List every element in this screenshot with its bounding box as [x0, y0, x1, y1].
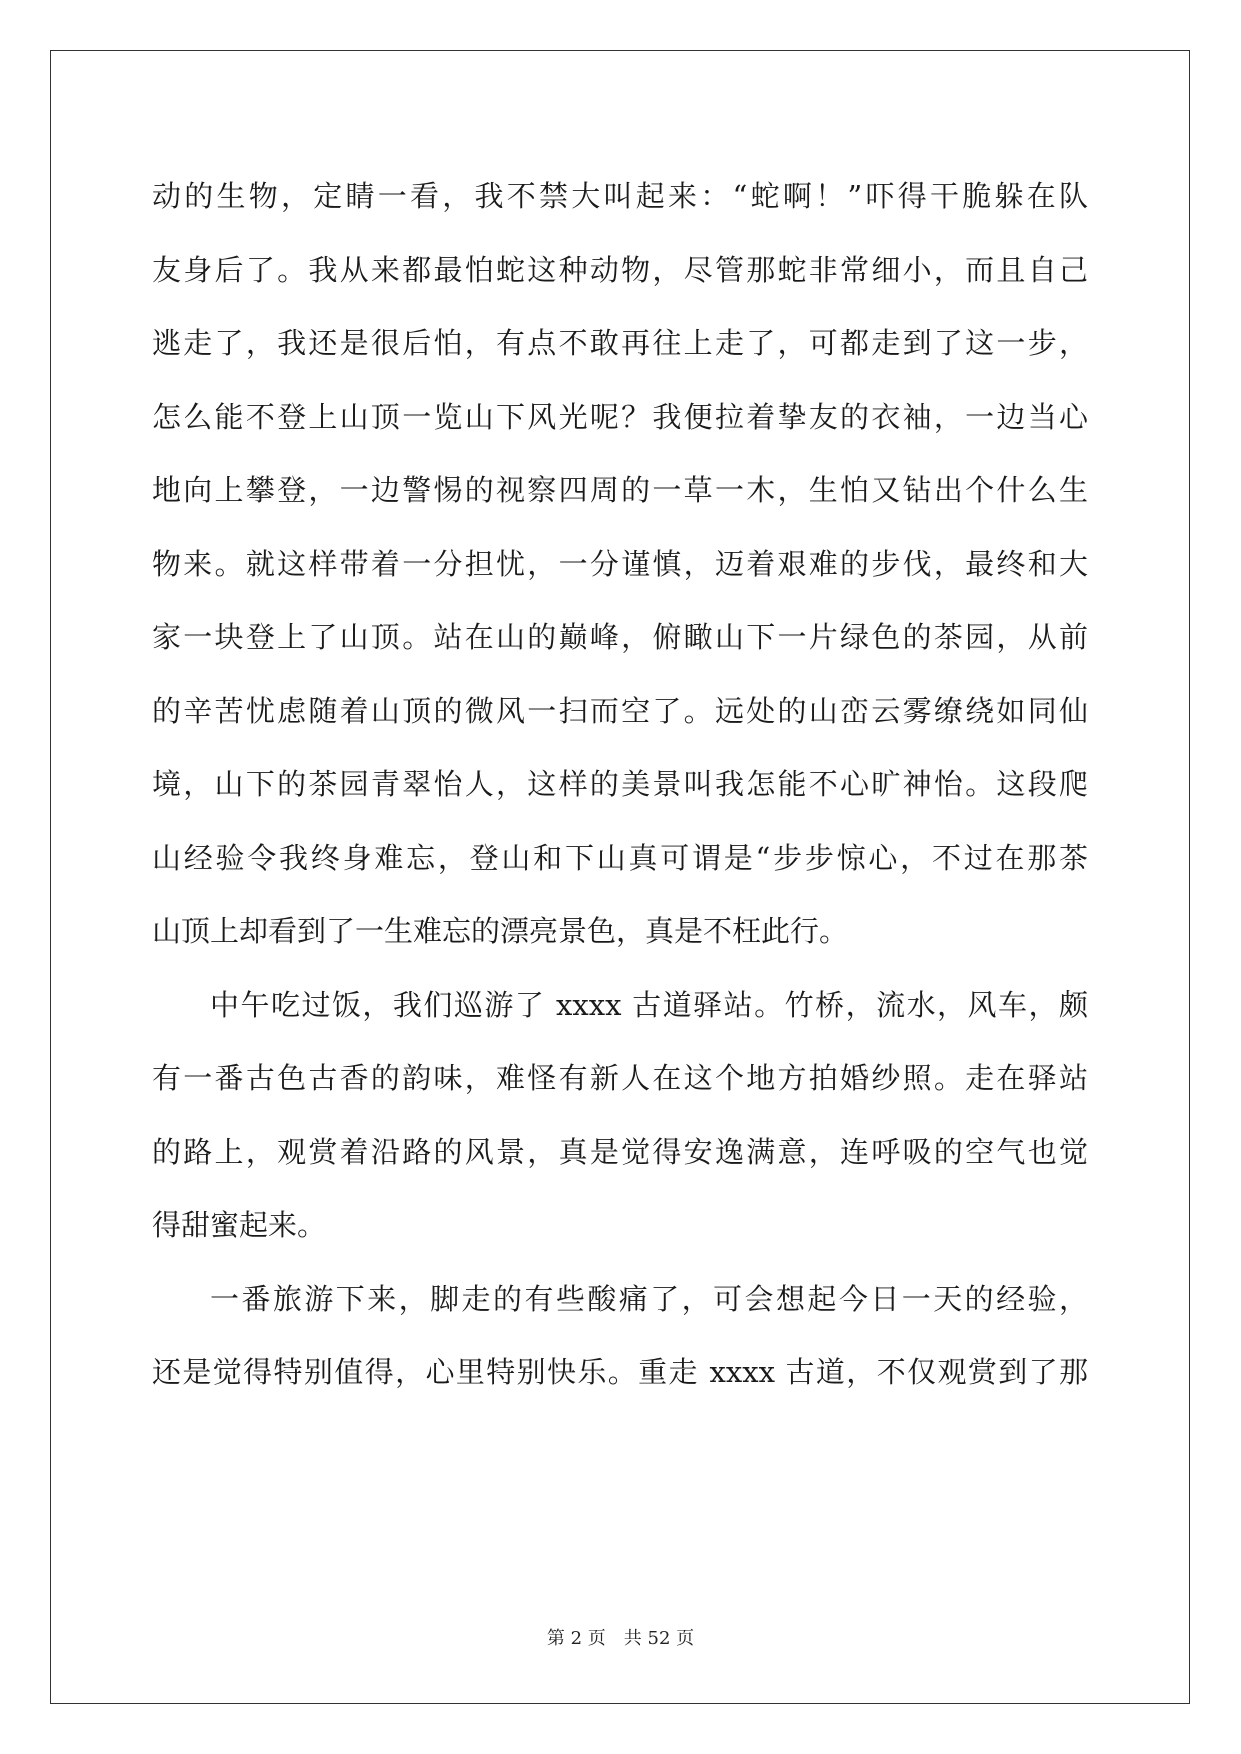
paragraph [152, 1263, 1088, 1410]
text-line: 中午吃过饭，我们巡游了 xxxx 古道驿站。竹桥，流水，风车，颇 [210, 987, 1088, 1022]
text-line: 山顶上却看到了一生难忘的漂亮景色，真是不枉此行。 [152, 914, 849, 948]
text-line: 家一块登上了山顶。站在山的巅峰，俯瞰山下一片绿色的茶园，从前 [152, 620, 1088, 654]
text-line: 动的生物，定睛一看，我不禁大叫起来：“蛇啊！”吓得干脆躲在队 [152, 179, 1088, 213]
text-line: 得甜蜜起来。 [152, 1208, 327, 1242]
text-line: 物来。就这样带着一分担忧，一分谨慎，迈着艰难的步伐，最终和大 [152, 546, 1088, 581]
paragraph [152, 160, 1088, 969]
text-line: 的辛苦忧虑随着山顶的微风一扫而空了。远处的山峦云雾缭绕如同仙 [152, 693, 1088, 728]
text-line: 地向上攀登，一边警惕的视察四周的一草一木，生怕又钻出个什么生 [152, 473, 1088, 507]
text-line: 山经验令我终身难忘，登山和下山真可谓是“步步惊心，不过在那茶 [152, 840, 1088, 875]
text-line: 友身后了。我从来都最怕蛇这种动物，尽管那蛇非常细小，而且自己 [152, 252, 1088, 287]
page-total: 共 52 页 [623, 1628, 695, 1649]
text-line: 一番旅游下来，脚走的有些酸痛了，可会想起今日一天的经验， [210, 1281, 1088, 1316]
page-footer [0, 1624, 1241, 1650]
document-body [152, 160, 1088, 1410]
page-number: 第 2 页 [546, 1628, 606, 1649]
text-line: 有一番古色古香的韵味，难怪有新人在这个地方拍婚纱照。走在驿站 [152, 1061, 1088, 1095]
text-line: 境，山下的茶园青翠怡人，这样的美景叫我怎能不心旷神怡。这段爬 [152, 767, 1088, 801]
text-line: 还是觉得特别值得，心里特别快乐。重走 xxxx 古道，不仅观赏到了那 [152, 1355, 1088, 1389]
paragraph [152, 969, 1088, 1263]
text-line: 的路上，观赏着沿路的风景，真是觉得安逸满意，连呼吸的空气也觉 [152, 1134, 1088, 1169]
text-line: 逃走了，我还是很后怕，有点不敢再往上走了，可都走到了这一步， [152, 326, 1088, 360]
text-line: 怎么能不登上山顶一览山下风光呢？我便拉着挚友的衣袖，一边当心 [152, 399, 1088, 434]
